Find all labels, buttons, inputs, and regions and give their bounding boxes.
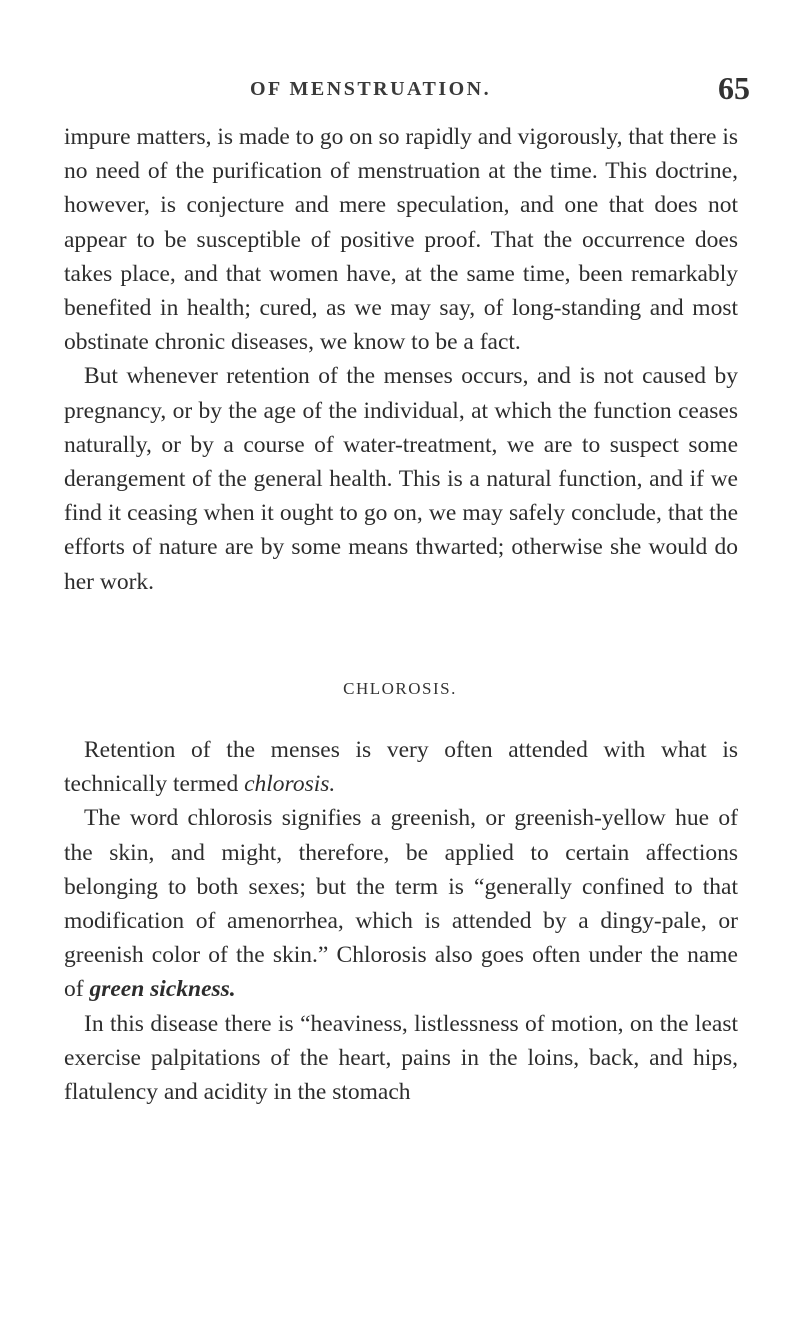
paragraph-text: Retention of the menses is very often attended with what is technically termed bbox=[64, 737, 738, 798]
paragraph-chlorosis-intro bbox=[64, 733, 738, 801]
paragraph-text: The word chlorosis signifies a greenish, or greenish-yellow hue of the skin, and might, therefore, be applied to certain affections belonging to both sexes; but the term is “generally confined to that modification of amenorrhea, which is attended by a dingy-pale, or greenish color of the skin.” Chlorosis also goes often under the name of bbox=[64, 805, 738, 1003]
paragraph-retention: But whenever retention of the menses occurs, and is not caused by pregnancy, or by the age of the individual, at which the function ceases naturally, or by a course of water-treatment, we are to suspect some derangement of the general health. This is a natural function, and if we find it ceasing when it ought to go on, we may safely conclude, that the efforts of nature are by some means thwarted; otherwise she would do her work. bbox=[64, 363, 738, 595]
section-heading: CHLOROSIS. bbox=[343, 679, 457, 698]
term-chlorosis: chlorosis. bbox=[244, 771, 336, 798]
page-number: 65 bbox=[718, 70, 750, 106]
term-green-sickness: green sickness. bbox=[89, 976, 236, 1003]
running-title: OF MENSTRUATION. bbox=[250, 78, 492, 100]
body-text-lower bbox=[64, 733, 738, 1109]
paragraph-chlorosis-definition bbox=[64, 801, 738, 1006]
paragraph-symptoms: In this disease there is “heaviness, listlessness of motion, on the least exercise palpitations of the heart, pains in the loins, back, and hips, flatulency and acidity in the stomach bbox=[64, 1010, 738, 1106]
paragraph-continued: impure matters, is made to go on so rapidly and vigorously, that there is no need of the purification of menstruation at the time. This doctrine, however, is conjecture and mere speculation, and one that does not appear to be susceptible of positive proof. That the occurrence does takes place, and that women have, at the same time, been remarkably benefited in health; cured, as we may say, of long-standing and most obstinate chronic diseases, we know to be a fact. bbox=[64, 124, 738, 356]
body-text-upper bbox=[64, 120, 738, 599]
